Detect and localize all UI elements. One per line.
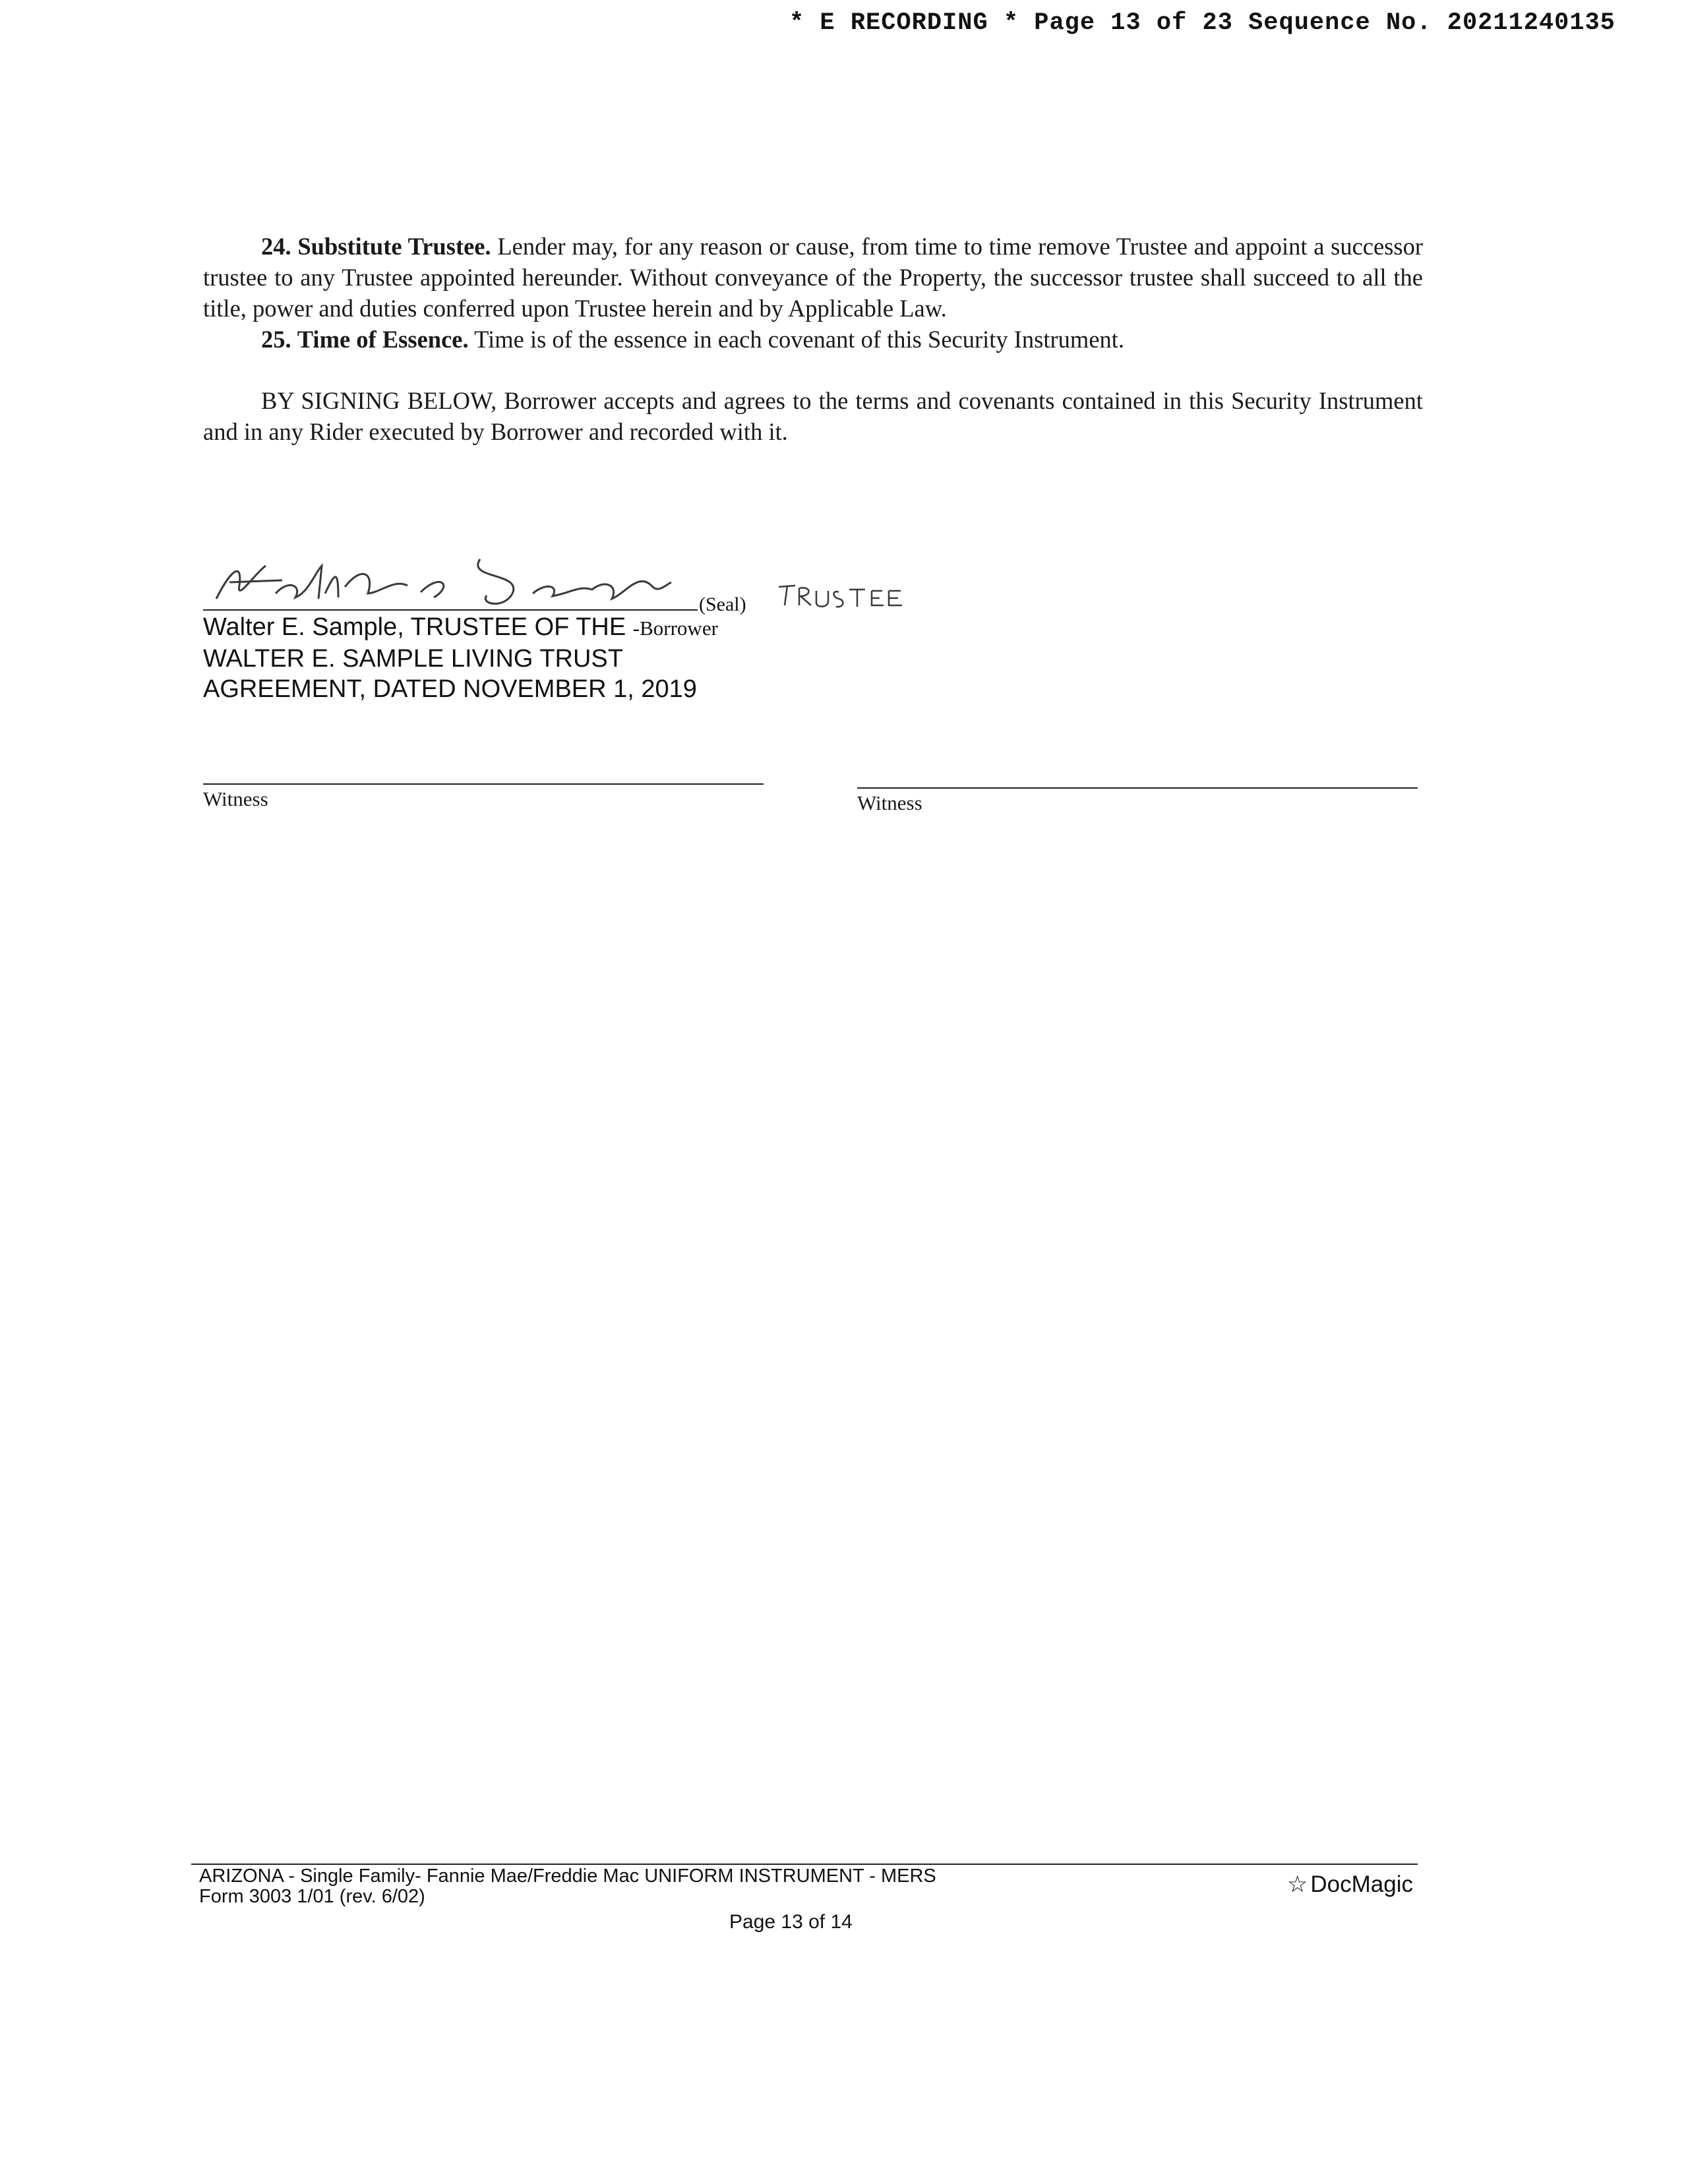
recording-stamp: * E RECORDING * Page 13 of 23 Sequence No. 20211240135 (789, 9, 1615, 37)
borrower-name-line-2: WALTER E. SAMPLE LIVING TRUST (203, 645, 623, 673)
signing-statement: BY SIGNING BELOW, Borrower accepts and agrees to the terms and covenants contained in this Security Instrument and in any Rider executed by Borrower and recorded with it. (203, 387, 1423, 445)
borrower-name (203, 612, 718, 704)
section-25-number: 25. (261, 326, 291, 353)
borrower-name-line-3: AGREEMENT, DATED NOVEMBER 1, 2019 (203, 675, 697, 703)
document-body (203, 231, 1423, 447)
witness-label-right: Witness (857, 791, 922, 814)
section-25 (203, 324, 1423, 355)
section-24 (203, 231, 1423, 324)
star-icon: ☆ (1287, 1871, 1308, 1897)
section-24-text: Lender may, for any reason or cause, from time to time remove Trustee and appoint a successor trustee to any Trustee appointed hereunder. Without conveyance of the Property, the successor trustee shall succeed to all the title, power and duties conferred upon Trustee herein and by Applicable Law. (203, 233, 1424, 322)
borrower-signature-block (203, 546, 994, 717)
borrower-label: -Borrower (632, 617, 718, 640)
page-number: Page 13 of 14 (729, 1911, 853, 1933)
borrower-name-line-1: Walter E. Sample, TRUSTEE OF THE (203, 613, 626, 641)
section-24-heading: Substitute Trustee. (297, 233, 491, 260)
docmagic-logo (1287, 1871, 1413, 1898)
section-25-heading: Time of Essence. (297, 326, 469, 353)
handwritten-signature (203, 546, 704, 619)
section-24-number: 24. (261, 233, 291, 260)
section-25-text: Time is of the essence in each covenant of this Security Instrument. (474, 326, 1125, 353)
brand-name: DocMagic (1310, 1871, 1413, 1897)
form-line-2: Form 3003 1/01 (rev. 6/02) (199, 1886, 425, 1907)
witness-label-left: Witness (203, 787, 268, 810)
witness-line-right (857, 787, 1418, 789)
witness-line-left (203, 783, 764, 785)
form-line-1: ARIZONA - Single Family- Fannie Mae/Freddie Mac UNIFORM INSTRUMENT - MERS (199, 1866, 936, 1887)
handwritten-trustee-annotation (775, 579, 907, 612)
seal-label: (Seal) (699, 593, 746, 615)
signature-line (203, 609, 698, 611)
footer-rule (191, 1864, 1418, 1865)
form-identifier (199, 1866, 936, 1907)
